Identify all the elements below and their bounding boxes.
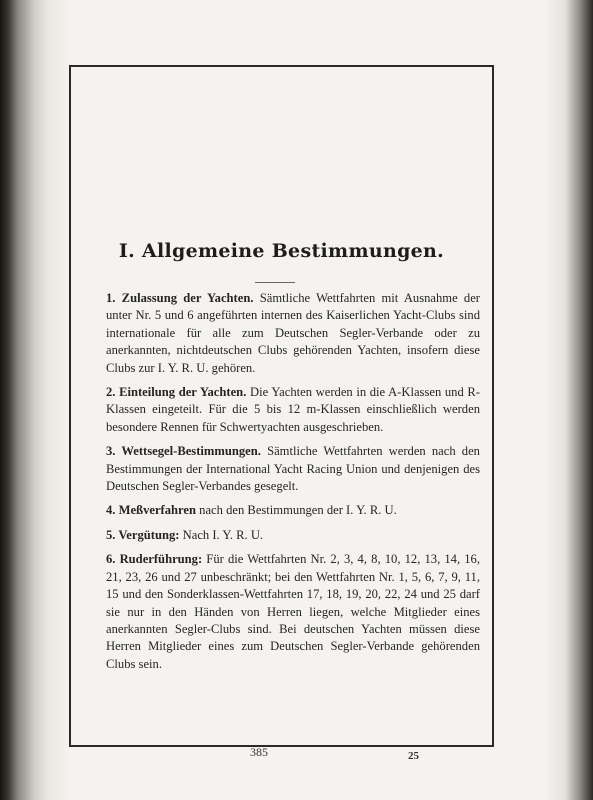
paragraph-text: Sämtliche Wettfahrten werden nach den Bestimmungen der International Yacht Racing Union und denjenigen des Deutschen Segler-Verbandes gesegelt. (106, 444, 480, 494)
paragraph-text: Sämtliche Wettfahrten mit Ausnahme der unter Nr. 5 und 6 angeführten internen des Kaiserlichen Yacht-Clubs sind internationale für alle zum Deutschen Segler-Verbande oder zu anerkannten, nichtdeutschen Clubs gehörenden Yachten, insofern diese Clubs zur I. Y. R. U. gehören. (106, 291, 481, 375)
signature-mark: 25 (408, 750, 419, 762)
paragraph-lead: 4. Meßverfahren (106, 503, 197, 518)
paragraph-1 (84, 290, 480, 377)
paragraph-4 (84, 502, 480, 519)
paragraph-5 (84, 527, 480, 544)
left-page-edge (0, 0, 34, 800)
paragraph-lead: 5. Vergütung: (106, 527, 180, 542)
paragraph-lead: 6. Ruderführung: (106, 552, 203, 567)
paragraph-text: Nach I. Y. R. U. (179, 527, 264, 542)
body-text (84, 290, 480, 680)
paragraph-lead: 3. Wettsegel-Bestimmungen. (106, 444, 261, 459)
title-rule (255, 282, 295, 283)
paragraph-text: Die Yachten werden in die A-Klassen und R-Klassen eingeteilt. Für die 5 bis 12 m-Klassen einschließlich werden besondere Rennen für Schwertyachten ausgeschrieben. (106, 385, 480, 434)
paragraph-lead: 1. Zulassung der Yachten. (106, 291, 254, 305)
paragraph-text: Für die Wettfahrten Nr. 2, 3, 4, 8, 10, 12, 13, 14, 16, 21, 23, 26 und 27 unbeschränkt; bei den Wettfahrten Nr. 1, 5, 6, 7, 9, 11, 15 und den Sonderklassen-Wettfahrten 17, 18, 19, 20, 22, 24 und 25 darf sie nur in den Händen von Herren liegen, welche Mitglieder eines anerkannten Segler-Clubs sind. Bei deutschen Yachten müssen diese Herren Mitglieder eines zum Deutschen Segler-Verbande gehörenden Clubs sein. (106, 552, 480, 671)
paragraph-lead: 2. Einteilung der Yachten. (106, 385, 247, 400)
paragraph-text: nach den Bestimmungen der I. Y. R. U. (196, 503, 397, 518)
paragraph-2 (84, 384, 480, 436)
section-title: I. Allgemeine Bestimmungen. (118, 240, 445, 262)
page-number: 385 (250, 745, 268, 759)
paragraph-3 (84, 443, 480, 495)
paragraph-6 (84, 551, 480, 673)
